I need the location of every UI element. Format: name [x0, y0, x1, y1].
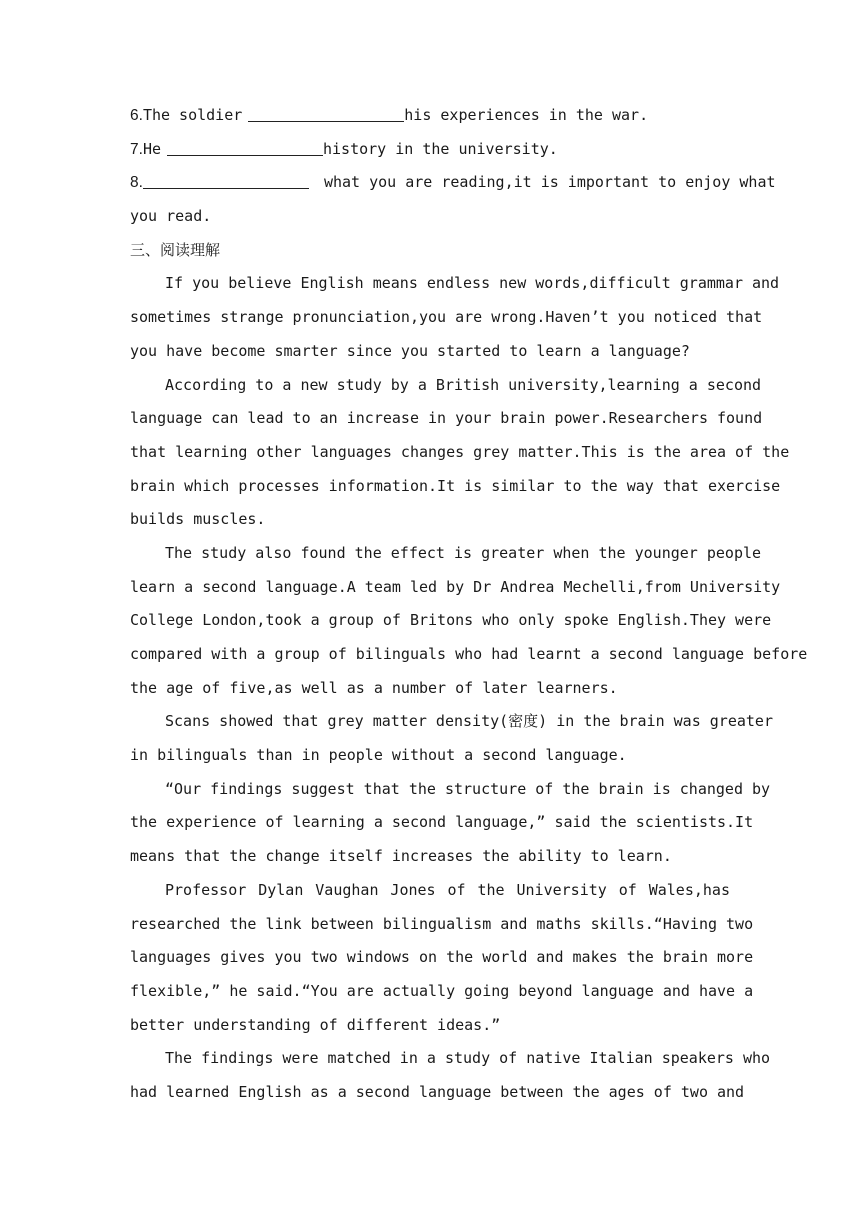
question-text-after: his experiences in the war.	[404, 106, 649, 124]
passage-line: The findings were matched in a study of native Italian speakers who	[165, 1049, 771, 1068]
passage-line: Scans showed that grey matter density(密度) in the brain was greater	[165, 712, 773, 731]
question-8-continuation: you read.	[130, 207, 212, 226]
passage-line: builds muscles.	[130, 510, 266, 529]
passage-line: If you believe English means endless new words,difficult grammar and	[165, 274, 780, 293]
passage-line: College London,took a group of Britons who only spoke English.They were	[130, 611, 772, 630]
passage-line: According to a new study by a British university,learning a second	[165, 375, 762, 394]
answer-blank[interactable]	[248, 105, 404, 122]
passage-line: flexible,” he said.“You are actually going beyond language and have a	[130, 981, 754, 1000]
passage-line: means that the change itself increases the ability to learn.	[130, 847, 672, 866]
answer-blank[interactable]	[167, 139, 323, 156]
passage-line: sometimes strange pronunciation,you are wrong.Haven’t you noticed that	[130, 308, 763, 327]
passage-line: researched the link between bilingualism and maths skills.“Having two	[130, 914, 754, 933]
passage-line: language can lead to an increase in your brain power.Researchers found	[130, 409, 763, 428]
passage-line: “Our findings suggest that the structure of the brain is changed by	[165, 779, 771, 798]
question-8	[130, 166, 776, 200]
question-text-before: He	[142, 139, 161, 158]
question-text-before: The soldier	[142, 106, 243, 124]
passage-line: languages gives you two windows on the world and makes the brain more	[130, 948, 754, 967]
passage-line: The study also found the effect is greater when the younger people	[165, 543, 762, 562]
question-7	[130, 133, 730, 167]
passage-line: the experience of learning a second language,” said the scientists.It	[130, 813, 754, 832]
passage-line: in bilinguals than in people without a second language.	[130, 746, 627, 765]
passage-line: the age of five,as well as a number of later learners.	[130, 678, 618, 697]
question-text-after: history in the university.	[323, 139, 558, 158]
question-6	[130, 99, 730, 133]
passage-line: Professor Dylan Vaughan Jones of the University of Wales,has	[165, 880, 730, 899]
question-number: 7.	[130, 140, 143, 158]
passage-line: better understanding of different ideas.”	[130, 1015, 501, 1034]
document-page	[130, 99, 808, 1110]
question-number: 6.	[130, 107, 143, 124]
answer-blank[interactable]	[143, 172, 309, 189]
question-number: 8.	[130, 174, 143, 192]
passage-line: learn a second language.A team led by Dr Andrea Mechelli,from University	[130, 577, 781, 596]
section-title: 三、阅读理解	[130, 240, 221, 259]
question-text-after: what you are reading,it is important to enjoy what	[314, 173, 776, 192]
passage-line: compared with a group of bilinguals who had learnt a second language before	[130, 645, 808, 663]
passage-line: had learned English as a second language between the ages of two and	[130, 1082, 745, 1101]
passage-line: you have become smarter since you started to learn a language?	[130, 341, 690, 360]
passage-line: brain which processes information.It is similar to the way that exercise	[130, 476, 781, 495]
passage-line: that learning other languages changes grey matter.This is the area of the	[130, 442, 790, 461]
